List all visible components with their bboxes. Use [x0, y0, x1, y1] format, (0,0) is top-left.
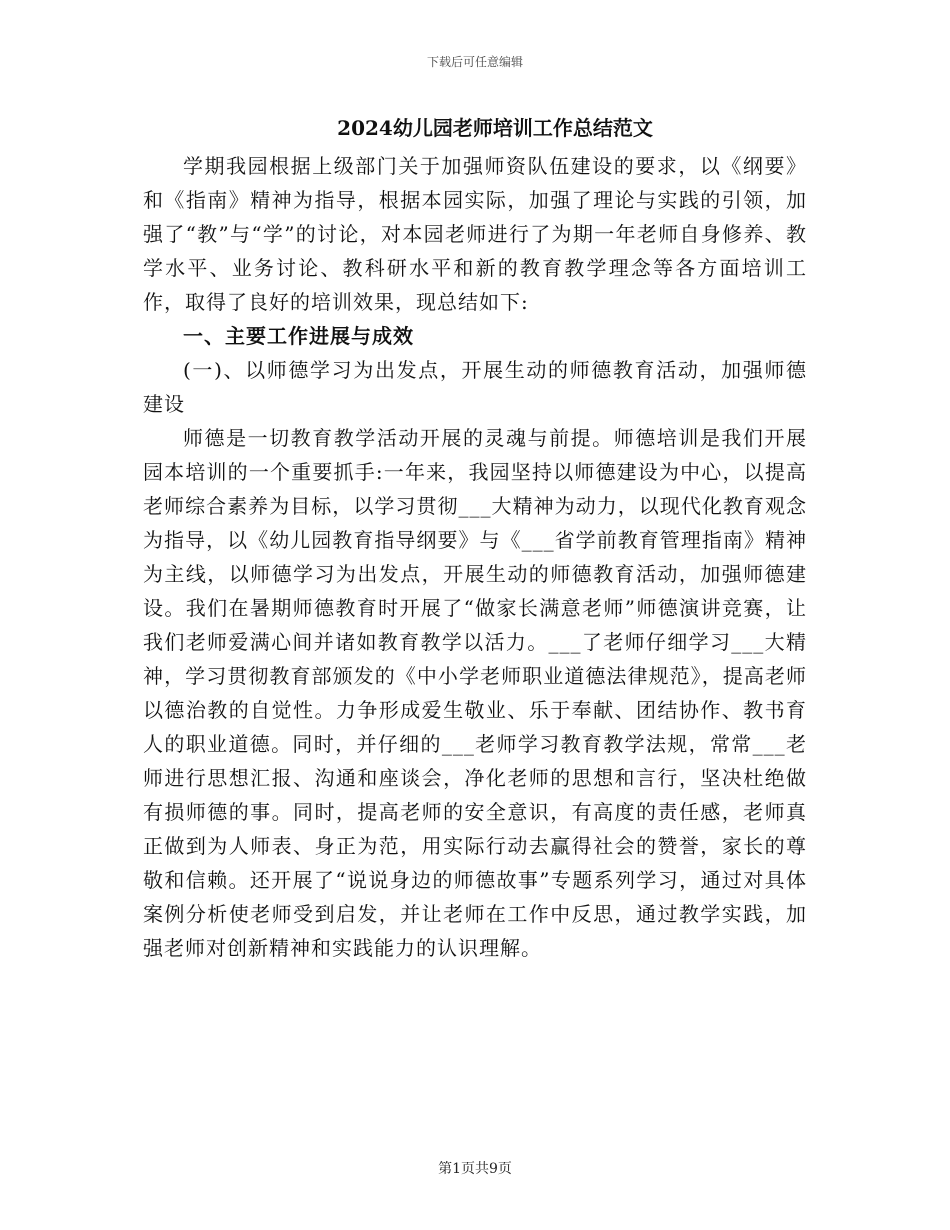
- document-body: [143, 113, 807, 965]
- document-title: 2024幼儿园老师培训工作总结范文: [337, 116, 653, 140]
- intro-paragraph: 学期我园根据上级部门关于加强师资队伍建设的要求，以《纲要》和《指南》精神为指导，根据本园实际，加强了理论与实践的引领，加强了“教”与“学”的讨论，对本园老师进行了为期一年老师自身修养、教学水平、业务讨论、教科研水平和新的教育教学理念等各方面培训工作，取得了良好的培训效果，现总结如下:: [143, 154, 807, 314]
- subsection-heading: (一)、以师德学习为出发点，开展生动的师德教育活动，加强师德建设: [143, 358, 807, 416]
- page-number: 第1页共9页: [438, 1161, 512, 1177]
- page-header-note: 下载后可任意编辑: [426, 55, 523, 69]
- section-heading: 一、主要工作进展与成效: [183, 324, 414, 348]
- body-paragraph: 师德是一切教育教学活动开展的灵魂与前提。师德培训是我们开展园本培训的一个重要抓手:一年来，我园坚持以师德建设为中心，以提高老师综合素养为目标，以学习贯彻___大精神为动力，以现代化教育观念为指导，以《幼儿园教育指导纲要》与《___省学前教育管理指南》精神为主线，以师德学习为出发点，开展生动的师德教育活动，加强师德建设。我们在暑期师德教育时开展了“做家长满意老师”师德演讲竞赛，让我们老师爱满心间并诸如教育教学以活力。___了老师仔细学习___大精神，学习贯彻教育部颁发的《中小学老师职业道德法律规范》，提高老师以德治教的自觉性。力争形成爱生敬业、乐于奉献、团结协作、教书育人的职业道德。同时，并仔细的___老师学习教育教学法规，常常___老师进行思想汇报、沟通和座谈会，净化老师的思想和言行，坚决杜绝做有损师德的事。同时，提高老师的安全意识，有高度的责任感，老师真正做到为人师表、身正为范，用实际行动去赢得社会的赞誉，家长的尊敬和信赖。还开展了“说说身边的师德故事”专题系列学习，通过对具体案例分析使老师受到启发，并让老师在工作中反思，通过教学实践，加强老师对创新精神和实践能力的认识理解。: [143, 426, 807, 960]
